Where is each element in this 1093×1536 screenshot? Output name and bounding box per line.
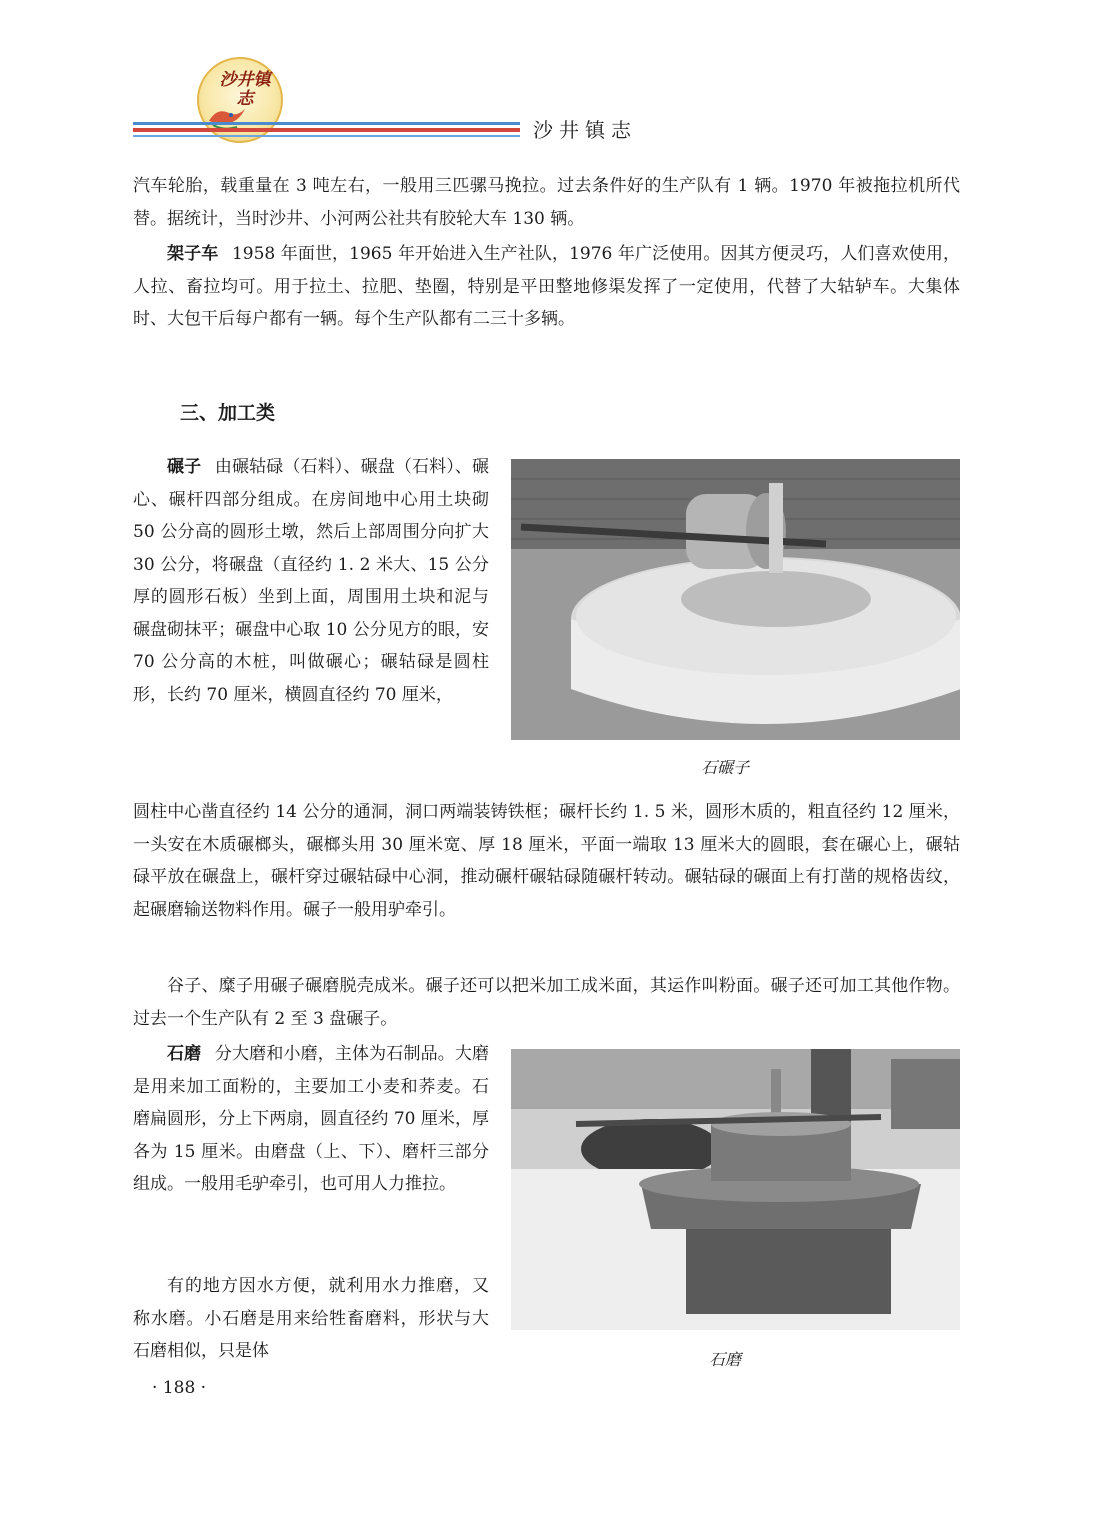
header-rule-blue: [133, 122, 520, 125]
header-rule-blue-thin: [133, 135, 520, 137]
stone-roller-photo: [511, 459, 960, 740]
paragraph-carts-continued: 汽车轮胎，载重量在 3 吨左右，一般用三匹骡马挽拉。过去条件好的生产队有 1 辆。1970 年被拖拉机所代替。据统计，当时沙井、小河两公社共有胶轮大车 130 辆。: [133, 176, 960, 229]
millstone-photo: [511, 1049, 960, 1330]
term-roller-mill: 碾子: [167, 457, 202, 477]
figure-caption-roller: 石碾子: [700, 758, 749, 777]
millstone-text: 分大磨和小磨，主体为石制品。大磨是用来加工面粉的，主要加工小麦和荞麦。石磨扁圆形，分上下两扇，圆直径约 70 厘米，厚各为 15 厘米。由磨盘（上、下）、磨杆三部分组成。一般用毛驴牵引，也可用人力推拉。: [133, 1044, 490, 1194]
paragraph-water-mill: 有的地方因水方便，就利用水力推磨，又称水磨。小石磨是用来给牲畜磨料，形状与大石磨相似，只是体: [133, 1276, 489, 1361]
paragraph-roller-details: 圆柱中心凿直径约 14 公分的通洞，洞口两端装铸铁框；碾杆长约 1. 5 米，圆形木质的，粗直径约 12 厘米，一头安在木质碾榔头，碾榔头用 30 厘米宽、厚 18 厘米，平面一端取 13 厘米大的圆眼，套在碾心上，碾轱碌平放在碾盘上，碾杆穿过碾轱碌中心洞，推动碾杆碾轱碌随碾杆转动。碾轱碌的碾面上有打凿的规格齿纹，起碾磨输送物料作用。碾子一般用驴牵引。: [133, 802, 960, 920]
handcart-text: 1958 年面世，1965 年开始进入生产社队，1976 年广泛使用。因其方便灵巧，人们喜欢使用，人拉、畜拉均可。用于拉土、拉肥、垫圈，特别是平田整地修渠发挥了一定使用，代替了大轱轳车。大集体时、大包干后每户都有一辆。每个生产队都有二三十多辆。: [133, 244, 960, 329]
figure-caption-millstone: 石磨: [708, 1350, 741, 1369]
paragraph-handcart: [133, 238, 960, 336]
running-header-title: 沙井镇志: [533, 118, 637, 142]
term-handcart: 架子车: [167, 244, 219, 264]
paragraph-millstone: [133, 1038, 489, 1201]
header-rule-red: [133, 128, 520, 132]
paragraph-roller-mill: [133, 451, 489, 711]
section-heading: 三、加工类: [180, 402, 276, 424]
logo-text: 沙井镇志: [219, 70, 271, 109]
roller-mill-text: 由碾轱碌（石料）、碾盘（石料）、碾心、碾杆四部分组成。在房间地中心用土块砌 50 公分高的圆形土墩，然后上部周围分向扩大 30 公分，将碾盘（直径约 1. 2 米大、15 公分厚的圆形石板）坐到上面，周围用土块和泥与碾盘砌抹平；碾盘中心取 10 公分见方的眼，安 70 公分高的木桩，叫做碾心；碾轱碌是圆柱形，长约 70 厘米，横圆直径约 70 厘米，: [133, 457, 490, 705]
term-millstone: 石磨: [167, 1044, 202, 1064]
paragraph-grain-processing: 谷子、糜子用碾子碾磨脱壳成米。碾子还可以把米加工成米面，其运作叫粉面。碾子还可加工其他作物。过去一个生产队有 2 至 3 盘碾子。: [133, 976, 960, 1029]
page-number: · 188 ·: [152, 1378, 207, 1398]
